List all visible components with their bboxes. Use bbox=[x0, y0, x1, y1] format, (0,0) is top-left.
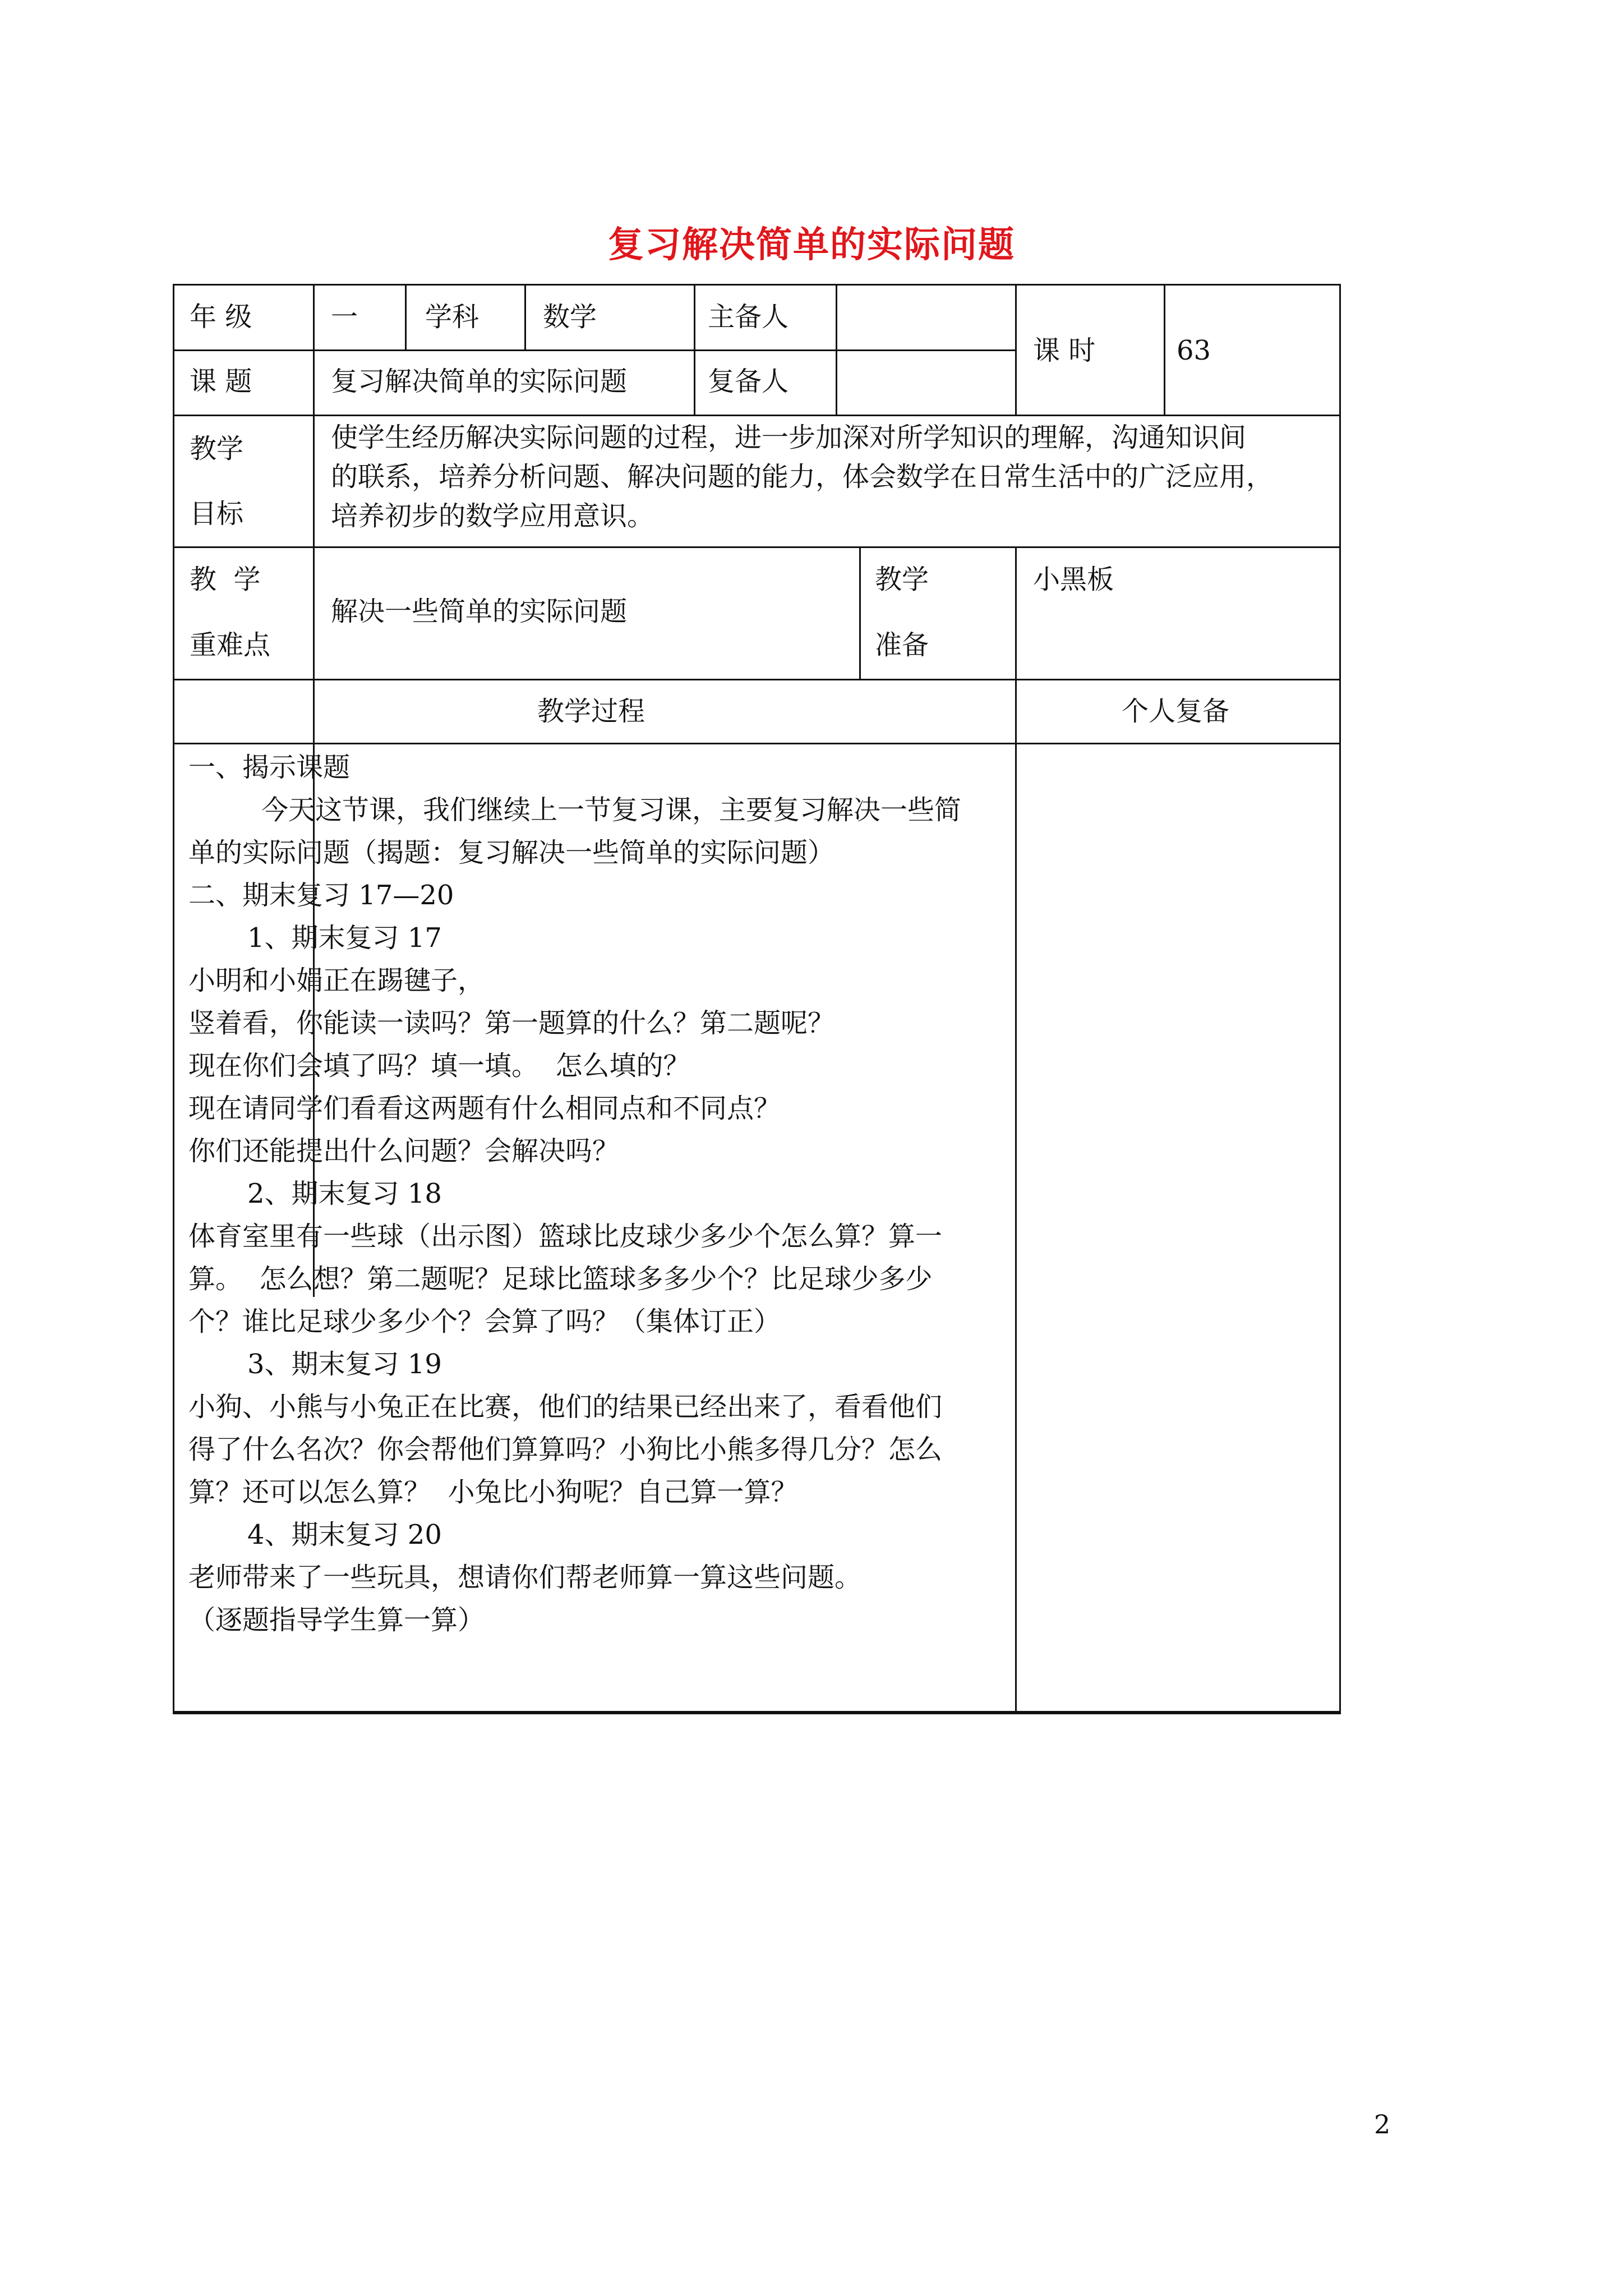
table-border bbox=[1015, 284, 1017, 415]
period-value: 63 bbox=[1177, 335, 1211, 366]
subject-value: 数学 bbox=[543, 301, 597, 333]
grade-value: 一 bbox=[331, 301, 358, 333]
main-preparer-label: 主备人 bbox=[708, 301, 789, 333]
period-label: 课 时 bbox=[1033, 335, 1096, 366]
process-line: 现在请同学们看看这两题有什么相同点和不同点？ bbox=[188, 1093, 781, 1124]
topic-value: 复习解决简单的实际问题 bbox=[331, 366, 628, 397]
process-content bbox=[188, 746, 996, 1641]
process-line: 今天这节课，我们继续上一节复习课，主要复习解决一些简 bbox=[261, 794, 962, 826]
table-border bbox=[1339, 284, 1341, 1713]
goal-line: 使学生经历解决实际问题的过程，进一步加深对所学知识的理解，沟通知识间 bbox=[331, 422, 1247, 453]
topic-label: 课 题 bbox=[190, 366, 252, 397]
process-line: 单的实际问题（揭题：复习解决一些简单的实际问题） bbox=[188, 837, 835, 868]
table-border bbox=[694, 284, 695, 415]
table-border bbox=[173, 679, 1341, 680]
table-border bbox=[173, 1711, 1341, 1714]
process-line: 竖着看，你能读一读吗？第一题算的什么？第二题呢？ bbox=[188, 1007, 835, 1039]
table-border bbox=[836, 284, 837, 415]
process-line: 小狗、小熊与小兔正在比赛，他们的结果已经出来了，看看他们 bbox=[188, 1391, 943, 1423]
process-line: 得了什么名次？你会帮他们算算吗？小狗比小熊多得几分？怎么 bbox=[188, 1434, 943, 1465]
subject-label: 学科 bbox=[425, 301, 479, 333]
process-line: 体育室里有一些球（出示图）篮球比皮球少多少个怎么算？算一 bbox=[188, 1221, 943, 1252]
key-points-label-line2: 重难点 bbox=[190, 629, 271, 661]
process-line: 二、期末复习 17—20 bbox=[188, 880, 454, 911]
process-column-header: 教学过程 bbox=[537, 696, 645, 727]
table-border bbox=[524, 284, 526, 349]
prep-value: 小黑板 bbox=[1033, 564, 1114, 595]
prep-label-line2: 准备 bbox=[875, 629, 929, 661]
process-line: 小明和小娟正在踢毽子， bbox=[188, 965, 485, 996]
table-border bbox=[1015, 546, 1017, 1713]
page-title: 复习解决简单的实际问题 bbox=[608, 224, 1015, 266]
table-border bbox=[1164, 284, 1165, 415]
goal-label-line2: 目标 bbox=[190, 498, 244, 530]
table-border bbox=[173, 546, 1341, 548]
table-border bbox=[173, 349, 1017, 351]
page-number: 2 bbox=[1374, 2109, 1391, 2139]
goal-text bbox=[331, 418, 1326, 536]
process-line: 2、期末复习 18 bbox=[247, 1178, 442, 1209]
process-line: 1、期末复习 17 bbox=[247, 922, 442, 954]
process-line: 你们还能提出什么问题？会解决吗？ bbox=[188, 1135, 620, 1167]
table-border bbox=[859, 546, 861, 679]
table-border bbox=[173, 284, 174, 1713]
key-points-label-line1: 教 学 bbox=[190, 564, 261, 595]
key-points-value: 解决一些简单的实际问题 bbox=[331, 596, 628, 627]
process-line: 现在你们会填了吗？填一填。 怎么填的？ bbox=[188, 1050, 690, 1082]
grade-label: 年 级 bbox=[190, 301, 252, 333]
goal-line: 培养初步的数学应用意识。 bbox=[331, 500, 654, 532]
process-line: 4、期末复习 20 bbox=[247, 1519, 442, 1550]
table-border bbox=[173, 743, 1341, 744]
process-line: 一、揭示课题 bbox=[188, 752, 351, 783]
process-line: 个？谁比足球少多少个？会算了吗？（集体订正） bbox=[188, 1306, 781, 1337]
process-line: 算。 怎么想？第二题呢？足球比篮球多多少个？比足球少多少 bbox=[188, 1263, 933, 1295]
table-border bbox=[173, 415, 1341, 416]
table-border bbox=[405, 284, 407, 349]
process-line: 算？还可以怎么算？ 小兔比小狗呢？自己算一算？ bbox=[188, 1476, 798, 1508]
personal-column-header: 个人复备 bbox=[1122, 696, 1230, 727]
prep-label-line1: 教学 bbox=[875, 564, 929, 595]
goal-label-line1: 教学 bbox=[190, 433, 244, 464]
co-preparer-label: 复备人 bbox=[708, 366, 789, 397]
process-line: （逐题指导学生算一算） bbox=[188, 1604, 485, 1636]
process-line: 老师带来了一些玩具，想请你们帮老师算一算这些问题。 bbox=[188, 1562, 862, 1593]
goal-line: 的联系，培养分析问题、解决问题的能力，体会数学在日常生活中的广泛应用， bbox=[331, 461, 1274, 493]
process-line: 3、期末复习 19 bbox=[247, 1349, 442, 1380]
table-border bbox=[173, 284, 1341, 286]
